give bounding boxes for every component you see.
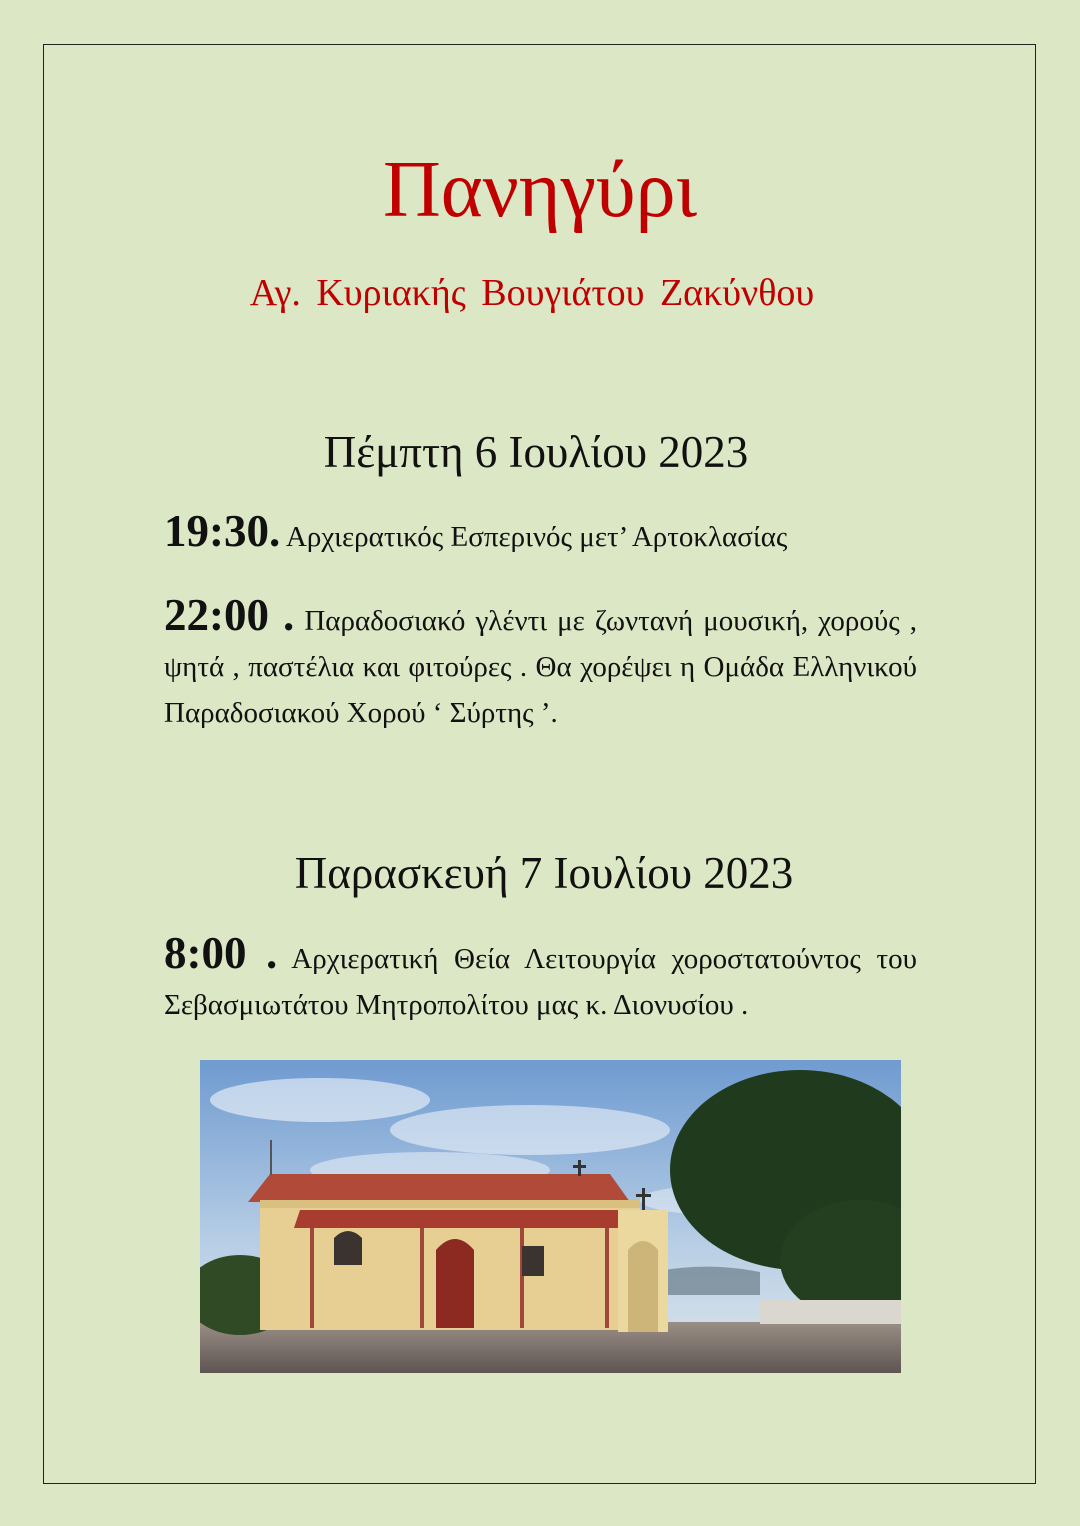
event-time: 22:00 . xyxy=(164,590,295,640)
event-feast xyxy=(164,592,917,736)
event-description: Αρχιερατικός Εσπερινός μετ’ Αρτοκλασίας xyxy=(280,521,788,553)
event-vespers xyxy=(164,508,917,560)
event-description: Παραδοσιακό γλέντι με ζωντανή μουσική, χορούς , ψητά , παστέλια και φιτούρες . Θα χορέψει η Ομάδα Ελληνικού Παραδοσιακού Χορού ‘ Σύρτης ’. xyxy=(164,605,917,729)
event-liturgy xyxy=(164,930,917,1028)
event-time: 8:00 . xyxy=(164,928,278,978)
church-photo xyxy=(200,1060,901,1373)
page-title: Πανηγύρι xyxy=(382,146,698,234)
day-heading-thursday: Πέμπτη 6 Ιουλίου 2023 xyxy=(323,427,749,477)
page-subtitle: Αγ. Κυριακής Βουγιάτου Ζακύνθου xyxy=(249,272,815,314)
event-description: Αρχιερατική Θεία Λειτουργία χοροστατούντος του Σεβασμιωτάτου Μητροπολίτου μας κ. Διονυσίου . xyxy=(164,943,917,1021)
event-time: 19:30. xyxy=(164,506,281,556)
day-heading-friday: Παρασκευή 7 Ιουλίου 2023 xyxy=(294,848,794,898)
